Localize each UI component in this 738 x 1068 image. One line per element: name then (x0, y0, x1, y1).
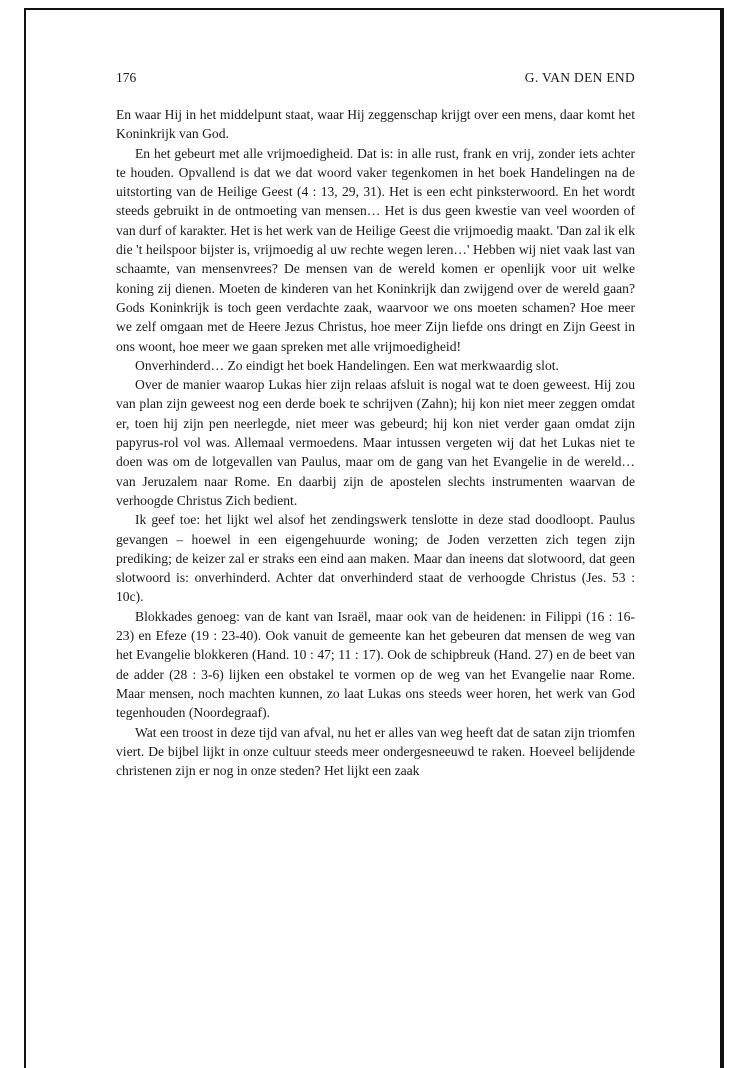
scan-border-left (24, 8, 26, 1068)
paragraph: Over de manier waarop Lukas hier zijn relaas afsluit is nogal wat te doen geweest. Hij zou van plan zijn geweest nog een derde boek te schrijven (Zahn); hij kon niet meer zeggen omdat er, toen hij zijn pen neerlegde, niet meer was gebeurd; hij kon niet verder gaan omdat zijn papyrus-rol vol was. Allemaal vermoedens. Maar intussen vergeten wij dat het Lukas niet te doen was om de lotgevallen van Paulus, maar om de gang van het Evangelie in de wereld… van Jeruzalem naar Rome. En daarbij zijn de apostelen slechts instrumenten waarvan de verhoogde Christus Zich bedient. (116, 377, 635, 508)
body-text (116, 105, 635, 780)
paragraph: En het gebeurt met alle vrijmoedigheid. Dat is: in alle rust, frank en vrij, zonder iets achter te houden. Opvallend is dat we dat woord vaker tegenkomen in het boek Handelingen na de uitstorting van de Heilige Geest (4 : 13, 29, 31). Het is een echt pinksterwoord. En het wordt steeds gebruikt in de ontmoeting van mensen… Het is dus geen kwestie van veel woorden of van durf of karakter. Het is het werk van de Heilige Geest die vrijmoedig maakt. 'Dan zal ik elk die 't heilspoor bijster is, vrijmoedig al uw rechte wegen leren…' Hebben wij niet vaak last van schaamte, van mensenvrees? De mensen van de wereld komen er openlijk voor uit welke koning zij dienen. Moeten de kinderen van het Koninkrijk dan zwijgend over de wereld gaan? Gods Koninkrijk is toch geen verdachte zaak, waarvoor we ons moeten schamen? Hoe meer we zelf omgaan met de Heere Jezus Christus, hoe meer Zijn liefde ons dringt en Zijn Geest in ons woont, hoe meer we gaan spreken met alle vrijmoedigheid! (116, 145, 635, 354)
paragraph: Wat een troost in deze tijd van afval, nu het er alles van weg heeft dat de satan zijn triomfen viert. De bijbel lijkt in onze cultuur steeds meer ondergesneeuwd te raken. Hoeveel belijdende christenen zijn er nog in onze steden? Het lijkt een zaak (116, 724, 635, 779)
paragraph: En waar Hij in het middelpunt staat, waar Hij zeggenschap krijgt over een mens, daar komt het Koninkrijk van God. (116, 107, 635, 142)
paragraph: Onverhinderd… Zo eindigt het boek Handelingen. Een wat merkwaardig slot. (135, 357, 559, 373)
paragraph: Ik geef toe: het lijkt wel alsof het zendingswerk tenslotte in deze stad doodloopt. Paulus gevangen – hoewel in een eigengehuurde woning; de Joden verzetten zich tegen zijn prediking; de keizer zal er straks een eind aan maken. Maar dan ineens dat slotwoord, dat geen slotwoord is: onverhinderd. Achter dat onverhinderd staat de verhoogde Christus (Jes. 53 : 10c). (116, 512, 635, 605)
paragraph: Blokkades genoeg: van de kant van Israël, maar ook van de heidenen: in Filippi (16 : 16-23) en Efeze (19 : 23-40). Ook vanuit de gemeente kan het gebeuren dat mensen de weg van het Evangelie blokkeren (Hand. 10 : 47; 11 : 17). Ook de schipbreuk (Hand. 27) en de beet van de adder (28 : 3-6) lijken een obstakel te vormen op de weg van het Evangelie naar Rome. Maar mensen, noch machten kunnen, zo laat Lukas ons steeds weer horen, het werk van God tegenhouden (Noordegraaf). (116, 608, 635, 721)
scan-border-right (720, 8, 724, 1068)
scan-border-top (24, 8, 724, 10)
page-number: 176 (116, 70, 137, 85)
running-head: G. VAN DEN END (524, 70, 635, 85)
